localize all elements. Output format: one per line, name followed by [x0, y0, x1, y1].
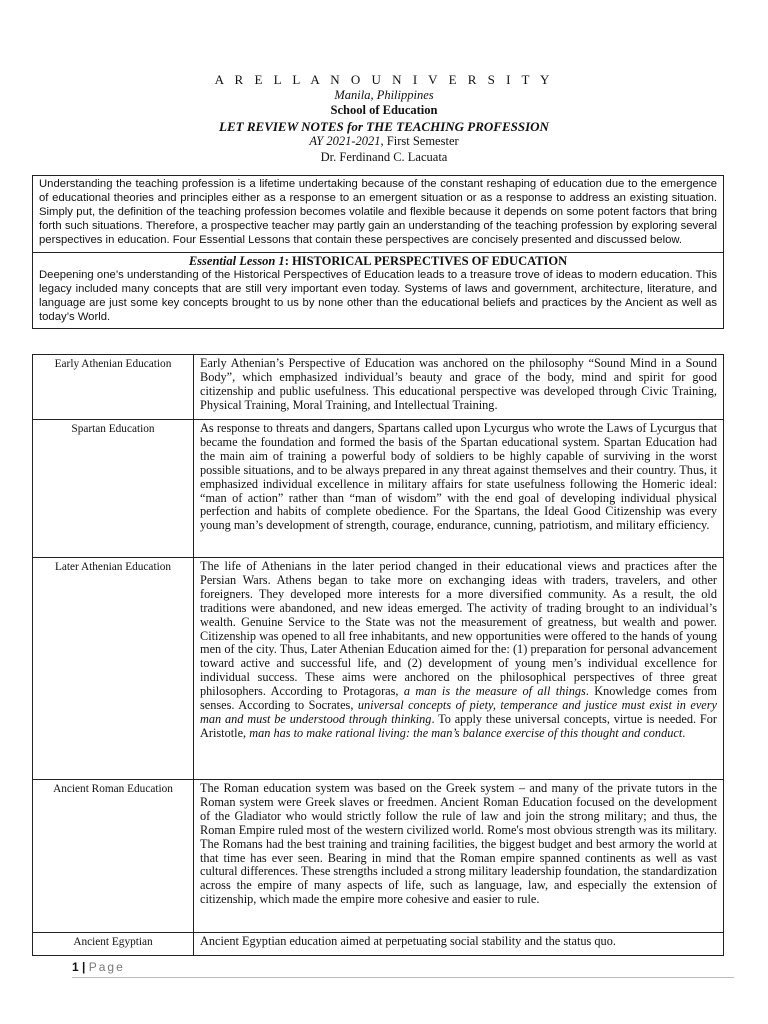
topic-name: Ancient Roman Education — [33, 780, 194, 933]
page-number: 1 — [72, 960, 79, 974]
university-name: A R E L L A N O U N I V E R S I T Y — [214, 72, 554, 87]
topic-body: As response to threats and dangers, Spartans called upon Lycurgus who wrote the Laws of Lycurgus that became the foundation and formed the basis of the Spartan educational system. Spartan Education had the main aim of training a powerful body of soldiers to be highly capable of surviving in the worst possible situations, and to be always prepared in any threat against themselves and their country. Thus, it emphasized individual excellence in military affairs for state usefulness following the Homeric ideal: “man of action” rather than “man of wisdom” with the end goal of developing individual physical perfection and habits of complete obedience. For the Spartans, the Ideal Good Citizenship was every young man’s development of strength, courage, endurance, cunning, patriotism, and military efficiency. — [194, 420, 724, 558]
topic-text: The life of Athenians in the later period changed in their educational views and practices after the Persian Wars. Athens began to take more on exchanging ideas with traders, travelers, and other foreigners. They developed more interests for a more diversified community. As a result, the old traditions were abandoned, and new ideas emerged. The activity of trading brought to an individual’s wealth. Genuine Service to the State was not the measurement of greatness, but wealth and power. Citizenship was opened to all free inhabitants, and new opportunities were offered to the hands of young men of the city. Thus, Later Athenian Education aimed for the: (1) preparation for personal advancement toward active and successful life, and (2) development of young men’s individual excellence for individual success. These aims were anchored on the philosophical perspectives of three great philosophers. According to Protagoras, — [200, 559, 717, 699]
topic-text: . — [682, 725, 686, 740]
topic-text: . Knowledge comes from senses. According to Socrates, — [200, 684, 717, 713]
academic-year — [0, 134, 768, 150]
table-row — [33, 420, 724, 558]
socrates-quote: universal concepts of piety, temperance and justice must exist in every man and must be understood through thinking — [200, 698, 717, 726]
lesson-section — [33, 253, 723, 329]
protagoras-quote: a man is the measure of all things — [403, 684, 586, 699]
lesson-label: Essential Lesson 1 — [188, 253, 285, 268]
topic-name: Ancient Egyptian — [33, 933, 194, 956]
intro-box — [32, 175, 724, 329]
table-row — [33, 933, 724, 956]
topic-body: The Roman education system was based on the Greek system – and many of the private tutors in the Roman system were Greek slaves or freedmen. Ancient Roman Education focused on the development of the Gladiator who would strictly follow the rule of law and join the strong military; and thus, the Roman Empire ruled most of the western civilized world. Rome's most obvious strength was its military. The Romans had the best training and training facilities, the biggest budget and best armory the world at that time has ever seen. Bearing in mind that the Roman empire spanned continents as well as vast cultural differences. These strengths included a strong military leadership foundation, the standardization across the empire of many aspects of life, such as language, law, and especially the extension of citizenship, which made the empire more cohesive and easier to rule. — [194, 780, 724, 933]
lesson-heading — [39, 255, 717, 269]
aristotle-quote: man has to make rational living: the man’s balance exercise of this thought and conduct — [249, 725, 683, 740]
lesson-body: Deepening one’s understanding of the Historical Perspectives of Education leads to a treasure trove of ideas to modern education. This legacy included many concepts that are still very important even today. Systems of laws and government, architecture, literature, and language are just some key concepts brought to us by none other than the educational beliefs and practices by the Ancient as well as today’s World. — [39, 269, 717, 324]
topic-text: . To apply these universal concepts, virtue is needed. For Aristotle, — [200, 711, 718, 740]
topics-table — [32, 354, 724, 956]
topic-name: Later Athenian Education — [33, 558, 194, 780]
footer-rule — [72, 977, 734, 978]
academic-year-value: AY 2021-2021 — [309, 134, 381, 148]
footer-separator: | — [82, 960, 86, 974]
table-row — [33, 780, 724, 933]
document-title: LET REVIEW NOTES for THE TEACHING PROFESSION — [219, 118, 549, 134]
page-label: Page — [88, 960, 125, 974]
instructor-name: Dr. Ferdinand C. Lacuata — [320, 149, 448, 164]
school-name: School of Education — [330, 103, 438, 117]
semester: , First Semester — [380, 134, 459, 148]
topic-body: Early Athenian’s Perspective of Education was anchored on the philosophy “Sound Mind in a Sound Body”, which emphasized individual’s beauty and grace of the body, mind and spirit for good citizenship and public usefulness. This educational perspective was developed through Civic Training, Physical Training, Moral Training, and Intellectual Training. — [194, 355, 724, 420]
lesson-title: : HISTORICAL PERSPECTIVES OF EDUCATION — [284, 253, 568, 268]
topic-body — [194, 558, 724, 780]
topic-name: Spartan Education — [33, 420, 194, 558]
document-header — [0, 72, 768, 165]
topic-name: Early Athenian Education — [33, 355, 194, 420]
page-footer — [72, 960, 125, 974]
table-row — [33, 558, 724, 780]
table-row — [33, 355, 724, 420]
topic-body: Ancient Egyptian education aimed at perpetuating social stability and the status quo. — [194, 933, 724, 956]
intro-paragraph: Understanding the teaching profession is a lifetime undertaking because of the constant reshaping of education due to the emergence of educational theories and principles either as a response to an emergent situation or as a response to address an existing situation. Simply put, the definition of the teaching profession becomes volatile and flexible because it depends on some potent factors that bring forth such situations. Therefore, a prospective teacher may partly gain an understanding of the teaching profession by exploring several perspectives in education. Four Essential Lessons that contain these perspectives are concisely presented and discussed below. — [33, 176, 723, 253]
university-location: Manila, Philippines — [334, 87, 434, 102]
